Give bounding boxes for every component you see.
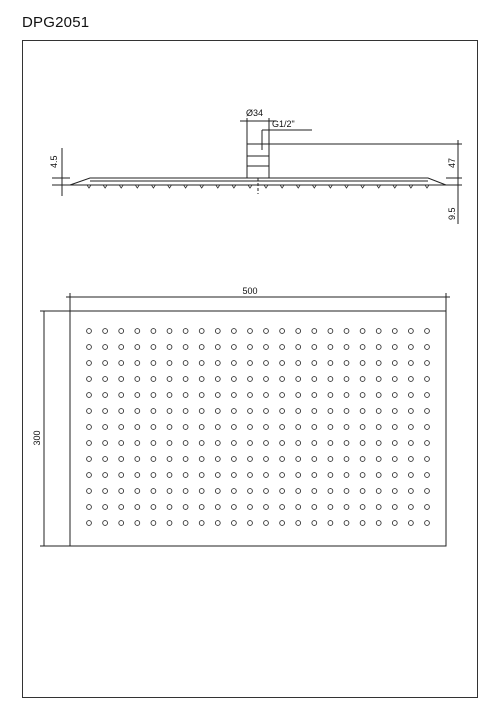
inlet-diameter-label: Ø34: [246, 108, 264, 118]
nozzle: [280, 329, 285, 334]
nozzle: [248, 377, 253, 382]
nozzle: [312, 489, 317, 494]
nozzle: [215, 473, 220, 478]
nozzle: [103, 377, 108, 382]
nozzle: [328, 329, 333, 334]
nozzle: [312, 393, 317, 398]
nozzle: [360, 345, 365, 350]
nozzle: [135, 425, 140, 430]
nozzle: [135, 329, 140, 334]
nozzle: [119, 457, 124, 462]
nozzle: [425, 393, 430, 398]
depth-label: 300: [32, 430, 42, 446]
nozzle: [264, 505, 269, 510]
nozzle: [280, 361, 285, 366]
nozzle: [232, 329, 237, 334]
nozzle: [167, 505, 172, 510]
nozzle: [376, 489, 381, 494]
nozzle: [344, 505, 349, 510]
nozzle: [183, 345, 188, 350]
nozzle: [167, 377, 172, 382]
nozzle: [312, 345, 317, 350]
nozzle: [409, 425, 414, 430]
nozzle: [215, 361, 220, 366]
nozzle: [344, 345, 349, 350]
nozzle: [199, 457, 204, 462]
nozzle: [376, 409, 381, 414]
nozzle: [103, 521, 108, 526]
nozzle: [135, 377, 140, 382]
nozzle: [119, 361, 124, 366]
nozzle: [425, 457, 430, 462]
shower-plate-outline: [70, 311, 446, 546]
nozzle: [248, 329, 253, 334]
nozzle: [199, 393, 204, 398]
nozzle: [151, 361, 156, 366]
nozzle: [328, 473, 333, 478]
nozzle: [248, 521, 253, 526]
nozzle: [425, 505, 430, 510]
nozzle: [232, 521, 237, 526]
nozzle: [87, 489, 92, 494]
nozzle: [344, 441, 349, 446]
nozzle: [232, 377, 237, 382]
nozzle: [135, 505, 140, 510]
nozzle: [344, 521, 349, 526]
nozzle: [215, 457, 220, 462]
nozzle: [280, 505, 285, 510]
nozzle: [328, 345, 333, 350]
nozzle: [344, 409, 349, 414]
nozzle: [199, 377, 204, 382]
nozzle: [296, 425, 301, 430]
nozzle: [328, 361, 333, 366]
nozzle: [248, 505, 253, 510]
nozzle: [264, 441, 269, 446]
nozzle: [151, 425, 156, 430]
nozzle: [409, 377, 414, 382]
nozzle: [232, 505, 237, 510]
nozzle: [264, 361, 269, 366]
nozzle: [232, 425, 237, 430]
inlet-connector: [247, 144, 269, 178]
nozzle: [425, 329, 430, 334]
nozzle: [103, 473, 108, 478]
nozzle: [409, 505, 414, 510]
nozzle: [167, 489, 172, 494]
nozzle: [232, 393, 237, 398]
nozzle: [103, 345, 108, 350]
nozzle: [215, 521, 220, 526]
nozzle: [392, 521, 397, 526]
nozzle: [344, 329, 349, 334]
nozzle: [296, 473, 301, 478]
nozzle: [199, 441, 204, 446]
nozzle: [119, 329, 124, 334]
nozzle: [183, 441, 188, 446]
nozzle: [248, 425, 253, 430]
nozzle: [409, 457, 414, 462]
nozzle: [199, 345, 204, 350]
nozzle: [409, 473, 414, 478]
nozzle: [360, 521, 365, 526]
nozzle: [248, 489, 253, 494]
nozzle: [232, 473, 237, 478]
nozzle: [199, 409, 204, 414]
nozzle: [312, 409, 317, 414]
nozzle: [328, 377, 333, 382]
nozzle: [103, 505, 108, 510]
nozzle: [87, 425, 92, 430]
nozzle: [151, 521, 156, 526]
nozzle: [199, 521, 204, 526]
nozzle: [135, 473, 140, 478]
nozzle: [376, 329, 381, 334]
nozzle: [119, 409, 124, 414]
nozzle: [183, 361, 188, 366]
nozzle: [167, 473, 172, 478]
nozzle: [119, 377, 124, 382]
nozzle: [183, 329, 188, 334]
nozzle: [392, 505, 397, 510]
nozzle: [360, 425, 365, 430]
nozzle: [296, 409, 301, 414]
nozzle: [376, 473, 381, 478]
nozzle: [409, 489, 414, 494]
nozzle: [167, 521, 172, 526]
nozzle: [183, 489, 188, 494]
nozzle: [264, 489, 269, 494]
nozzle: [264, 473, 269, 478]
nozzle: [215, 329, 220, 334]
nozzle: [296, 505, 301, 510]
nozzle: [119, 489, 124, 494]
nozzle: [360, 409, 365, 414]
nozzle: [199, 489, 204, 494]
nozzle: [312, 473, 317, 478]
nozzle: [425, 473, 430, 478]
nozzle: [409, 361, 414, 366]
nozzle: [312, 329, 317, 334]
nozzle: [376, 425, 381, 430]
nozzle: [167, 329, 172, 334]
nozzle: [151, 345, 156, 350]
nozzle: [151, 441, 156, 446]
nozzle: [296, 329, 301, 334]
nozzle: [103, 441, 108, 446]
nozzle: [135, 521, 140, 526]
nozzle: [425, 521, 430, 526]
nozzle: [296, 489, 301, 494]
nozzle: [183, 521, 188, 526]
nozzle: [360, 489, 365, 494]
nozzle: [409, 393, 414, 398]
nozzle: [264, 457, 269, 462]
nozzle: [135, 345, 140, 350]
nozzle: [280, 489, 285, 494]
nozzle: [280, 441, 285, 446]
nozzle: [425, 361, 430, 366]
nozzle: [199, 473, 204, 478]
nozzle: [215, 489, 220, 494]
nozzle: [167, 457, 172, 462]
left-thickness-label: 4.5: [49, 155, 59, 168]
nozzle: [392, 441, 397, 446]
nozzle: [167, 345, 172, 350]
nozzle: [409, 441, 414, 446]
nozzle-grid: [87, 329, 430, 526]
nozzle: [151, 505, 156, 510]
nozzle: [215, 409, 220, 414]
nozzle: [296, 345, 301, 350]
nozzle: [280, 457, 285, 462]
nozzle: [103, 457, 108, 462]
nozzle: [215, 505, 220, 510]
nozzle: [167, 393, 172, 398]
nozzle: [135, 361, 140, 366]
nozzle: [151, 409, 156, 414]
nozzle: [248, 473, 253, 478]
nozzle: [360, 505, 365, 510]
nozzle: [248, 345, 253, 350]
nozzle: [151, 457, 156, 462]
nozzle: [312, 441, 317, 446]
nozzle: [280, 425, 285, 430]
nozzle: [119, 393, 124, 398]
nozzle: [312, 377, 317, 382]
nozzle: [409, 521, 414, 526]
nozzle: [392, 425, 397, 430]
nozzle: [264, 377, 269, 382]
nozzle: [167, 441, 172, 446]
nozzle: [392, 329, 397, 334]
nozzle: [392, 473, 397, 478]
nozzle: [425, 441, 430, 446]
nozzle: [103, 489, 108, 494]
nozzle: [409, 329, 414, 334]
nozzle: [151, 489, 156, 494]
nozzle: [183, 377, 188, 382]
nozzle: [264, 521, 269, 526]
nozzle: [344, 425, 349, 430]
nozzle: [360, 361, 365, 366]
nozzle: [312, 457, 317, 462]
nozzle: [232, 489, 237, 494]
nozzle: [167, 409, 172, 414]
nozzle: [392, 489, 397, 494]
nozzle: [248, 441, 253, 446]
thread-label: G1/2": [272, 119, 295, 129]
nozzle: [183, 393, 188, 398]
nozzle: [151, 377, 156, 382]
nozzle: [87, 441, 92, 446]
nozzle: [215, 345, 220, 350]
nozzle: [280, 473, 285, 478]
nozzle: [376, 441, 381, 446]
nozzle: [425, 409, 430, 414]
nozzle: [392, 377, 397, 382]
nozzle: [296, 457, 301, 462]
nozzle: [248, 457, 253, 462]
nozzle: [264, 329, 269, 334]
nozzle: [344, 489, 349, 494]
nozzle: [328, 425, 333, 430]
nozzle: [248, 393, 253, 398]
nozzle: [135, 393, 140, 398]
nozzle: [264, 425, 269, 430]
nozzle: [119, 505, 124, 510]
nozzle: [183, 425, 188, 430]
nozzle: [248, 361, 253, 366]
nozzle: [280, 521, 285, 526]
nozzle: [232, 345, 237, 350]
nozzle: [360, 377, 365, 382]
nozzle: [151, 473, 156, 478]
nozzle: [392, 409, 397, 414]
nozzle: [296, 441, 301, 446]
nozzle: [199, 361, 204, 366]
width-label: 500: [242, 286, 258, 296]
nozzle: [103, 329, 108, 334]
nozzle: [425, 377, 430, 382]
nozzle: [360, 457, 365, 462]
nozzle: [264, 345, 269, 350]
nozzle: [392, 393, 397, 398]
nozzle: [103, 393, 108, 398]
nozzle: [199, 505, 204, 510]
nozzle: [87, 457, 92, 462]
model-code: DPG2051: [22, 14, 90, 31]
nozzle: [87, 409, 92, 414]
nozzle: [199, 425, 204, 430]
nozzle: [103, 425, 108, 430]
nozzle: [167, 425, 172, 430]
nozzle: [376, 377, 381, 382]
nozzle: [87, 393, 92, 398]
top-view: [40, 293, 450, 546]
nozzle: [425, 489, 430, 494]
nozzle: [280, 393, 285, 398]
nozzle: [215, 441, 220, 446]
right-thickness-label: 9.5: [447, 207, 457, 220]
nozzle: [392, 345, 397, 350]
nozzle: [328, 441, 333, 446]
nozzle: [328, 393, 333, 398]
nozzle: [87, 329, 92, 334]
nozzle: [280, 409, 285, 414]
nozzle: [119, 441, 124, 446]
nozzle: [215, 393, 220, 398]
nozzle: [151, 329, 156, 334]
nozzle: [425, 425, 430, 430]
nozzle: [425, 345, 430, 350]
nozzle: [296, 393, 301, 398]
nozzle: [135, 409, 140, 414]
nozzle: [344, 377, 349, 382]
nozzle: [360, 473, 365, 478]
nozzle: [376, 361, 381, 366]
nozzle: [87, 473, 92, 478]
nozzle: [199, 329, 204, 334]
nozzle: [167, 361, 172, 366]
nozzle: [328, 409, 333, 414]
nozzle: [135, 441, 140, 446]
nozzle: [376, 457, 381, 462]
nozzle: [328, 457, 333, 462]
nozzle: [151, 393, 156, 398]
nozzle: [376, 521, 381, 526]
nozzle: [312, 425, 317, 430]
nozzle: [296, 377, 301, 382]
nozzle: [344, 361, 349, 366]
nozzle: [119, 521, 124, 526]
nozzle: [328, 489, 333, 494]
nozzle: [392, 457, 397, 462]
nozzle: [360, 329, 365, 334]
nozzle: [232, 457, 237, 462]
nozzle: [183, 473, 188, 478]
nozzle: [248, 409, 253, 414]
nozzle: [312, 505, 317, 510]
nozzle: [360, 441, 365, 446]
nozzle: [119, 345, 124, 350]
nozzle: [328, 521, 333, 526]
nozzle: [344, 473, 349, 478]
nozzle: [409, 409, 414, 414]
nozzle: [232, 441, 237, 446]
nozzle: [215, 377, 220, 382]
nozzle: [296, 361, 301, 366]
nozzle: [183, 457, 188, 462]
nozzle: [87, 345, 92, 350]
nozzle: [87, 377, 92, 382]
side-view: [52, 118, 462, 224]
nozzle: [392, 361, 397, 366]
nozzle: [376, 393, 381, 398]
nozzle: [232, 409, 237, 414]
nozzle: [119, 425, 124, 430]
nozzle: [344, 457, 349, 462]
nozzle: [376, 345, 381, 350]
nozzle: [87, 521, 92, 526]
nozzle: [87, 361, 92, 366]
nozzle: [280, 377, 285, 382]
nozzle: [360, 393, 365, 398]
nozzle: [328, 505, 333, 510]
nozzle: [344, 393, 349, 398]
nozzle: [312, 361, 317, 366]
nozzle: [135, 489, 140, 494]
nozzle: [183, 505, 188, 510]
nozzle: [409, 345, 414, 350]
nozzle: [376, 505, 381, 510]
nozzle: [119, 473, 124, 478]
nozzle: [103, 409, 108, 414]
nozzle: [232, 361, 237, 366]
nozzle: [87, 505, 92, 510]
nozzle: [296, 521, 301, 526]
nozzle: [280, 345, 285, 350]
nozzle: [264, 409, 269, 414]
nozzle: [135, 457, 140, 462]
nozzle: [264, 393, 269, 398]
nozzle: [312, 521, 317, 526]
nozzle: [183, 409, 188, 414]
nozzle: [103, 361, 108, 366]
inlet-height-label: 47: [447, 157, 457, 168]
nozzle: [215, 425, 220, 430]
